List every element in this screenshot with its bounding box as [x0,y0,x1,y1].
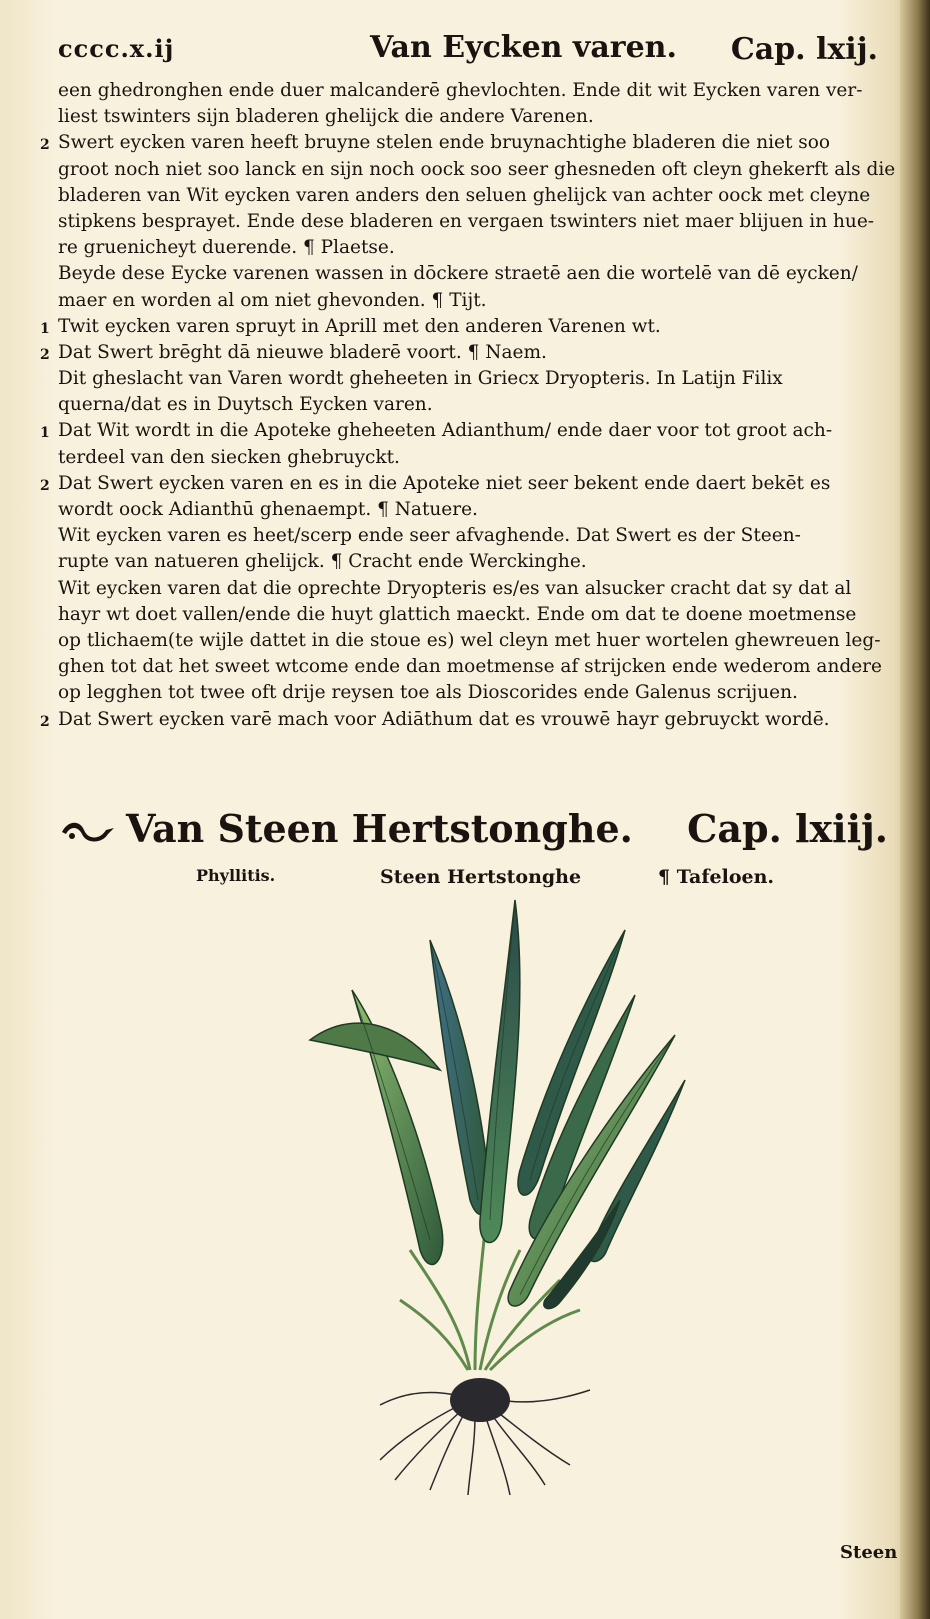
margin-number: 1 [40,425,50,442]
latin-name: Phyllitis. [196,866,276,885]
margin-number: 2 [40,346,50,363]
folio-number: cccc.x.ij [58,34,175,63]
line-text: op tlichaem(te wijle dattet in die stoue es) wel cleyn met huer wortelen ghewreuen leg- [58,629,881,651]
line-text: Wit eycken varen dat die oprechte Dryopteris es/es van alsucker cracht dat sy dat al [58,577,852,599]
text-line [58,680,888,706]
text-line [58,628,888,654]
text-line [58,157,896,183]
text-line [40,340,888,366]
page-header [58,22,878,72]
line-text: liest tswinters sijn bladeren ghelijck die andere Varenen. [58,106,594,128]
text-line [58,602,888,628]
text-line [40,314,888,340]
text-line [40,471,888,497]
line-text: maer en worden al om niet ghevonden. ¶ Tijt. [58,289,487,311]
text-line [58,366,888,392]
line-text: terdeel van den siecken ghebruyckt. [58,446,400,468]
chapter-heading [58,806,888,856]
text-line [58,209,888,235]
text-line [58,445,888,471]
chapter-title: Van Steen Hertstonghe. [126,806,633,851]
text-line [58,183,888,209]
table-caption: ¶ Tafeloen. [658,866,775,888]
line-text: Beyde dese Eycke varenen wassen in dōckere straetē aen die wortelē van dē eycken/ [58,263,858,285]
text-line [40,418,888,444]
text-line [58,261,888,287]
margin-number: 2 [40,713,50,730]
text-line [58,654,888,680]
line-text: querna/dat es in Duytsch Eycken varen. [58,394,433,416]
line-text: re gruenicheyt duerende. ¶ Plaetse. [58,237,395,259]
text-line [58,104,888,130]
sub-captions [58,866,888,892]
running-title: Van Eycken varen. [370,30,677,65]
chapter-number: Cap. lxij. [730,32,878,67]
margin-number: 2 [40,137,50,154]
text-line [58,497,888,523]
line-text: Dat Swert eycken varē mach voor Adiāthum dat es vrouwē hayr gebruyckt wordē. [58,708,830,730]
text-line [58,523,888,549]
body-text [40,78,896,733]
text-line [58,392,888,418]
line-text: bladeren van Wit eycken varen anders den seluen ghelijck van achter oock met cleyne [58,184,871,206]
line-text: ghen tot dat het sweet wtcome ende dan moetmense af strijcken ende wederom andere [58,656,882,678]
line-text: op legghen tot twee oft drije reysen toe als Dioscorides ende Galenus scrijuen. [58,682,798,704]
margin-number: 2 [40,477,50,494]
text-line [58,549,888,575]
text-line [40,130,888,156]
chapter-cap: Cap. lxiij. [687,806,888,851]
line-text: Dat Wit wordt in die Apoteke gheheeten Adianthum/ ende daer voor tot groot ach- [58,420,833,442]
text-line [40,707,888,733]
line-text: Dat Swert eycken varen en es in die Apoteke niet seer bekent ende daert bekēt es [58,472,831,494]
line-text: Twit eycken varen spruyt in Aprill met den anderen Varenen wt. [58,315,661,337]
line-text: wordt oock Adianthū ghenaempt. ¶ Natuere. [58,499,478,520]
text-line [58,235,888,261]
fleuron-icon [58,818,118,844]
line-text: een ghedronghen ende duer malcanderē ghevlochten. Ende dit wit Eycken varen ver- [58,80,863,101]
dutch-name: Steen Hertstonghe [380,866,582,888]
line-text: Swert eycken varen heeft bruyne stelen ende bruynachtighe bladeren die niet soo [58,132,831,154]
line-text: Dat Swert brēght dā nieuwe bladerē voort. ¶ Naem. [58,341,547,363]
line-text: Dit gheslacht van Varen wordt gheheeten in Griecx Dryopteris. In Latijn Filix [58,368,783,390]
text-line [58,78,888,104]
line-text: rupte van natueren ghelijck. ¶ Cracht ende Werckinghe. [58,551,587,573]
text-line [58,576,888,602]
line-text: hayr wt doet vallen/ende die huyt glattich maeckt. Ende om dat te doene moetmense [58,603,857,625]
text-line [58,288,888,314]
catchword: Steen [840,1542,898,1563]
line-text: Wit eycken varen es heet/scerp ende seer afvaghende. Dat Swert es der Steen- [58,525,801,547]
page-gutter [900,0,930,1619]
line-text: stipkens besprayet. Ende dese bladeren en vergaen tswinters niet maer blijuen in hue- [58,210,875,232]
margin-number: 1 [40,320,50,337]
line-text: groot noch niet soo lanck en sijn noch oock soo seer ghesneden oft cleyn ghekerft als die [58,158,896,180]
fern-illustration [290,900,720,1500]
